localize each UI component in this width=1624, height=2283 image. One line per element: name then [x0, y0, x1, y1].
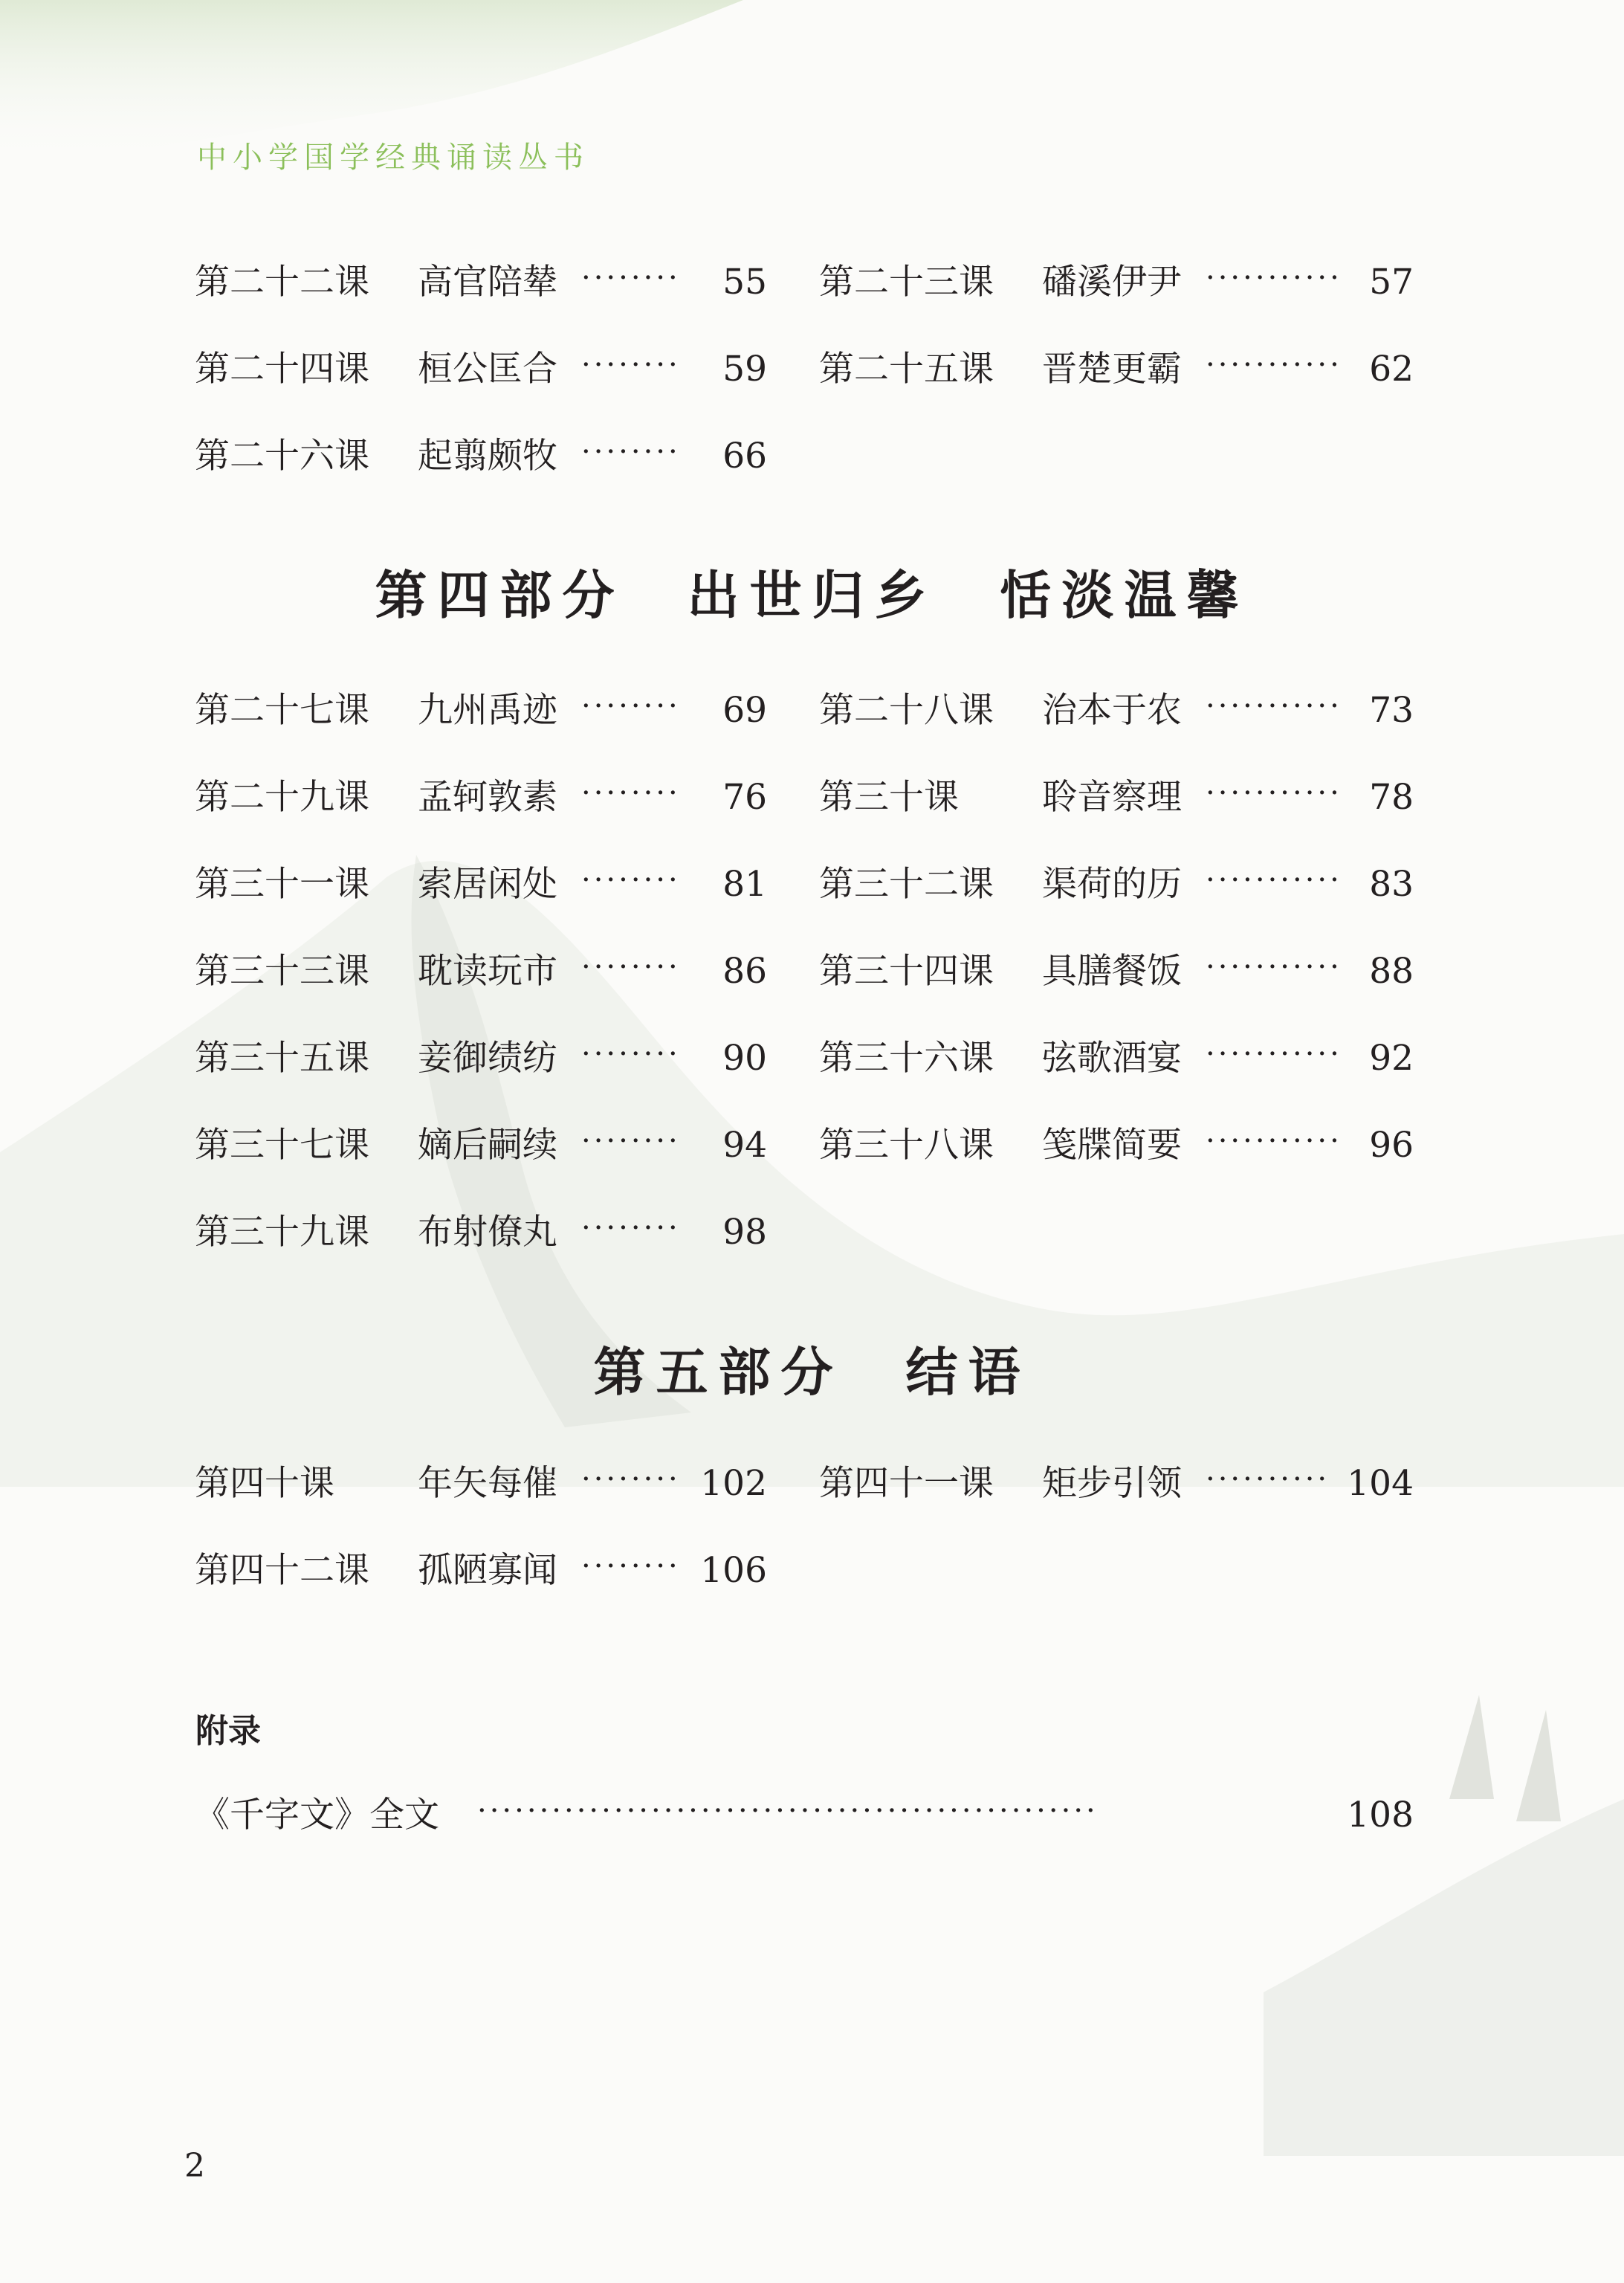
lesson-title: 孟轲敦素 [418, 777, 557, 818]
lesson-title: 起翦颇牧 [418, 436, 557, 477]
lesson-title: 孤陋寡闻 [418, 1550, 557, 1591]
leader-dots: ········ [581, 1211, 681, 1245]
lesson-number: 第三十四课 [819, 951, 994, 992]
lesson-number: 第二十三课 [819, 262, 994, 303]
toc-entry[interactable] [819, 260, 1414, 305]
lesson-title: 矩步引领 [1042, 1463, 1182, 1504]
leader-dots: ··········· [1206, 1037, 1342, 1071]
lesson-page: 104 [1347, 1463, 1414, 1504]
lesson-number: 第三十八课 [819, 1125, 994, 1166]
lesson-title: 桓公匡合 [418, 349, 557, 390]
lesson-page: 86 [722, 951, 767, 992]
appendix-entry-page: 108 [1347, 1795, 1414, 1835]
toc-entry[interactable] [819, 949, 1414, 994]
leader-dots: ········ [581, 950, 681, 984]
leader-dots: ··········· [1206, 863, 1342, 897]
page-number: 2 [184, 2147, 205, 2185]
lesson-number: 第四十一课 [819, 1463, 994, 1504]
lesson-number: 第二十四课 [195, 349, 369, 390]
lesson-page: 88 [1369, 951, 1414, 992]
lesson-title: 晋楚更霸 [1042, 349, 1182, 390]
lesson-page: 59 [722, 349, 767, 390]
lesson-number: 第二十七课 [195, 690, 369, 731]
leader-dots: ········ [581, 1037, 681, 1071]
lesson-number: 第二十六课 [195, 436, 369, 477]
lesson-title: 治本于农 [1042, 690, 1182, 731]
toc-entry[interactable] [195, 1549, 767, 1593]
toc-entry[interactable] [819, 688, 1414, 733]
lesson-title: 渠荷的历 [1042, 864, 1182, 905]
lesson-title: 九州禹迹 [418, 690, 557, 731]
lesson-title: 弦歌酒宴 [1042, 1038, 1182, 1079]
lesson-number: 第四十课 [195, 1463, 334, 1504]
lesson-number: 第三十六课 [819, 1038, 994, 1079]
lesson-title: 耽读玩市 [418, 951, 557, 992]
lesson-page: 57 [1369, 262, 1414, 303]
lesson-title: 嫡后嗣续 [418, 1125, 557, 1166]
leader-dots: ··········· [1206, 776, 1342, 810]
toc-entry[interactable] [195, 688, 767, 733]
toc-entry[interactable] [819, 1123, 1414, 1168]
lesson-number: 第二十五课 [819, 349, 994, 390]
leader-dots: ········ [581, 1462, 681, 1496]
section-heading-part5: 第五部分 结语 [593, 1341, 1031, 1403]
series-title: 中小学国学经典诵读丛书 [197, 141, 589, 175]
toc-entry[interactable] [195, 862, 767, 907]
lesson-title: 笺牒简要 [1042, 1125, 1182, 1166]
lesson-title: 索居闲处 [418, 864, 557, 905]
toc-entry[interactable] [195, 1123, 767, 1168]
lesson-title: 妾御绩纺 [418, 1038, 557, 1079]
leader-dots: ·········· [1206, 1462, 1330, 1496]
leader-dots: ········ [581, 348, 681, 382]
toc-entry[interactable] [195, 775, 767, 820]
lesson-title: 聆音察理 [1042, 777, 1182, 818]
toc-entry[interactable] [195, 1036, 767, 1081]
toc-entry[interactable] [819, 1462, 1414, 1506]
lesson-title: 布射僚丸 [418, 1212, 557, 1253]
lesson-number: 第二十九课 [195, 777, 369, 818]
lesson-page: 94 [722, 1125, 767, 1166]
leader-dots: ········ [581, 435, 681, 469]
section-heading-part4: 第四部分 出世归乡 恬淡温馨 [375, 564, 1249, 626]
toc-entry[interactable] [819, 862, 1414, 907]
lesson-page: 76 [722, 777, 767, 818]
lesson-page: 81 [722, 864, 767, 905]
lesson-page: 92 [1369, 1038, 1414, 1079]
appendix-entry[interactable] [195, 1793, 1414, 1838]
lesson-number: 第四十二课 [195, 1550, 369, 1591]
lesson-page: 66 [722, 436, 767, 477]
lesson-number: 第三十课 [819, 777, 959, 818]
lesson-page: 102 [700, 1463, 767, 1504]
lesson-page: 106 [700, 1550, 767, 1591]
lesson-page: 83 [1369, 864, 1414, 905]
lesson-page: 62 [1369, 349, 1414, 390]
leader-dots: ··········· [1206, 689, 1342, 723]
leader-dots: ········ [581, 689, 681, 723]
leader-dots: ··········· [1206, 348, 1342, 382]
leader-dots: ·················································· [477, 1794, 1099, 1828]
leader-dots: ········ [581, 1549, 681, 1583]
leader-dots: ··········· [1206, 1124, 1342, 1158]
toc-entry[interactable] [195, 347, 767, 392]
appendix-entry-title: 《千字文》全文 [195, 1795, 439, 1835]
leader-dots: ········ [581, 261, 681, 295]
leader-dots: ········ [581, 863, 681, 897]
toc-entry[interactable] [195, 1462, 767, 1506]
toc-entry[interactable] [195, 1210, 767, 1255]
lesson-title: 高官陪辇 [418, 262, 557, 303]
lesson-page: 98 [722, 1212, 767, 1253]
toc-entry[interactable] [195, 260, 767, 305]
lesson-page: 96 [1369, 1125, 1414, 1166]
lesson-number: 第三十九课 [195, 1212, 369, 1253]
toc-entry[interactable] [195, 434, 767, 479]
leader-dots: ········ [581, 1124, 681, 1158]
lesson-number: 第三十二课 [819, 864, 994, 905]
lesson-page: 78 [1369, 777, 1414, 818]
toc-entry[interactable] [819, 775, 1414, 820]
toc-entry[interactable] [819, 1036, 1414, 1081]
lesson-number: 第三十三课 [195, 951, 369, 992]
lesson-page: 69 [722, 690, 767, 731]
lesson-title: 具膳餐饭 [1042, 951, 1182, 992]
lesson-number: 第二十二课 [195, 262, 369, 303]
lesson-number: 第三十一课 [195, 864, 369, 905]
lesson-page: 73 [1369, 690, 1414, 731]
lesson-title: 年矢每催 [418, 1463, 557, 1504]
lesson-title: 磻溪伊尹 [1042, 262, 1182, 303]
toc-entry[interactable] [195, 949, 767, 994]
lesson-page: 55 [722, 262, 767, 303]
leader-dots: ··········· [1206, 261, 1342, 295]
lesson-number: 第三十五课 [195, 1038, 369, 1079]
leader-dots: ··········· [1206, 950, 1342, 984]
lesson-number: 第三十七课 [195, 1125, 369, 1166]
appendix-label: 附录 [195, 1712, 261, 1750]
leader-dots: ········ [581, 776, 681, 810]
lesson-number: 第二十八课 [819, 690, 994, 731]
toc-entry[interactable] [819, 347, 1414, 392]
lesson-page: 90 [722, 1038, 767, 1079]
